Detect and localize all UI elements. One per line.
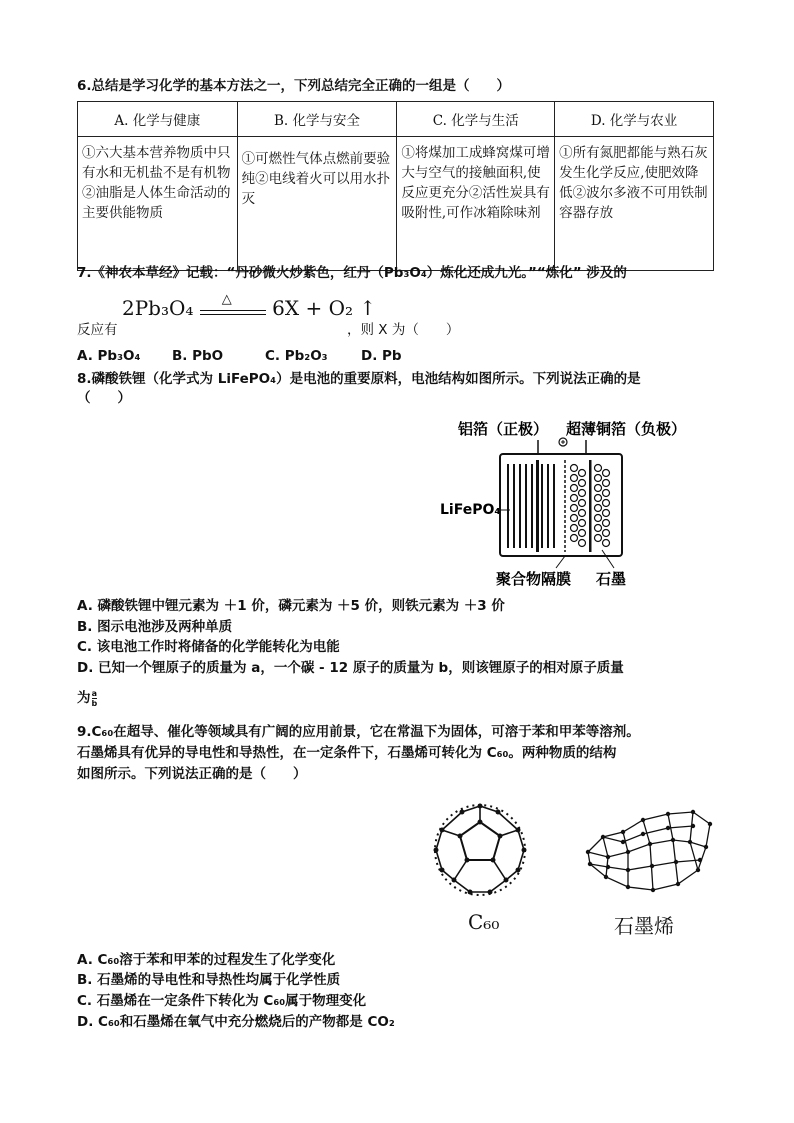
c60-structure-image xyxy=(430,800,530,900)
q8-frac-num: a xyxy=(91,688,98,698)
q6-stem: 6.总结是学习化学的基本方法之一，下列总结完全正确的一组是（ ） xyxy=(77,78,511,94)
graphene-structure-image xyxy=(578,802,718,897)
q6-cell-b xyxy=(237,137,397,271)
label-c60: C₆₀ xyxy=(468,910,500,934)
q9-option-c: C. 石墨烯在一定条件下转化为 C₆₀属于物理变化 xyxy=(77,993,367,1009)
aluminum-foil-plate xyxy=(536,460,539,552)
label-copper-foil: 超薄铜箔（负极） xyxy=(566,420,687,438)
label-lifepo4: LiFePO₄ xyxy=(440,502,501,518)
q9-option-d: D. C₆₀和石墨烯在氧气中充分燃烧后的产物都是 CO₂ xyxy=(77,1014,395,1030)
q7-eq-left: 2Pb₃O₄ xyxy=(122,296,194,320)
q6-cell-d xyxy=(555,137,714,271)
q8-option-d: D. 已知一个锂原子的质量为 a，一个碳 - 12 原子的质量为 b，则该锂原子的相对原子质量 xyxy=(77,660,624,676)
q6-cell-b-text: ①可燃性气体点燃前要验纯②电线着火可以用水扑灭 xyxy=(241,151,391,207)
q8-frac-den: b xyxy=(91,698,98,708)
leader-membrane xyxy=(556,556,565,568)
q6-cell-d-text: ①所有氮肥都能与熟石灰发生化学反应,使肥效降低②波尔多液不可用铁制容器存放 xyxy=(559,145,708,221)
q7-option-b: B. PbO xyxy=(172,348,224,364)
q7-eq-right: 6X + O₂ ↑ xyxy=(272,296,377,320)
q8-option-d-tail-text: 为 xyxy=(77,690,91,706)
q6-header-a: A. 化学与健康 xyxy=(78,102,238,137)
q8-option-b: B. 图示电池涉及两种单质 xyxy=(77,619,233,635)
q7-equation xyxy=(122,292,377,320)
q9-line3: 如图所示。下列说法正确的是（ ） xyxy=(77,766,307,782)
battery-diagram xyxy=(438,412,728,592)
q6-header-c: C. 化学与生活 xyxy=(397,102,555,137)
q6-cell-a-text: ①六大基本营养物质中只有水和无机盐不是有机物②油脂是人体生命活动的主要供能物质 xyxy=(82,145,231,221)
q6-cell-c xyxy=(397,137,555,271)
q7-eq-condition: △ xyxy=(221,292,232,307)
q9-line1: 9.C₆₀在超导、催化等领域具有广阔的应用前景，它在常温下为固体，可溶于苯和甲苯等溶剂。 xyxy=(77,724,640,740)
q7-eq-arrow xyxy=(200,292,266,315)
q7-option-a: A. Pb₃O₄ xyxy=(77,348,141,364)
q6-cell-a xyxy=(78,137,238,271)
q9-line2: 石墨烯具有优异的导电性和导热性，在一定条件下，石墨烯可转化为 C₆₀。两种物质的结构 xyxy=(77,745,617,761)
q7-eq-equals xyxy=(200,310,266,315)
q8-stem-line1: 8.磷酸铁锂（化学式为 LiFePO₄）是电池的重要原料，电池结构如图所示。下列说法正确的是 xyxy=(77,371,641,387)
leader-graphite xyxy=(602,550,614,568)
q8-option-c: C. 该电池工作时将储备的化学能转化为电能 xyxy=(77,639,340,655)
label-membrane: 聚合物隔膜 xyxy=(496,570,572,588)
label-graphene: 石墨烯 xyxy=(614,914,674,938)
label-graphite: 石墨 xyxy=(596,570,627,588)
q7-option-d: D. Pb xyxy=(361,348,402,364)
q7-eq-suffix: ，则 X 为（ ） xyxy=(347,322,460,338)
q8-stem-line2: （ ） xyxy=(77,390,131,406)
label-aluminum-foil: 铝箔（正极） xyxy=(458,420,549,438)
q8-option-d-tail xyxy=(77,688,97,708)
q6-header-b: B. 化学与安全 xyxy=(237,102,397,137)
q6-header-d: D. 化学与农业 xyxy=(555,102,714,137)
q6-cell-c-text: ①将煤加工成蜂窝煤可增大与空气的接触面积,使反应更充分②活性炭具有吸附性,可作冰箱除味剂 xyxy=(401,145,550,221)
q8-fraction xyxy=(92,689,98,708)
q9-option-b: B. 石墨烯的导电性和导热性均属于化学性质 xyxy=(77,972,341,988)
copper-foil-plate xyxy=(589,460,592,552)
q6-summary-table xyxy=(77,101,714,271)
q7-option-c: C. Pb₂O₃ xyxy=(265,348,328,364)
cathode-lifepo4 xyxy=(508,464,554,548)
q9-option-a: A. C₆₀溶于苯和甲苯的过程发生了化学变化 xyxy=(77,952,336,968)
q7-stem: 7.《神农本草经》记载：“丹砂微火炒紫色，红丹（Pb₃O₄）炼化还成九光。”“炼化” 涉及的 xyxy=(77,265,627,281)
q7-eq-prefix: 反应有 xyxy=(77,322,118,338)
q8-option-a: A. 磷酸铁锂中锂元素为 ＋1 价，磷元素为 ＋5 价，则铁元素为 ＋3 价 xyxy=(77,598,505,614)
